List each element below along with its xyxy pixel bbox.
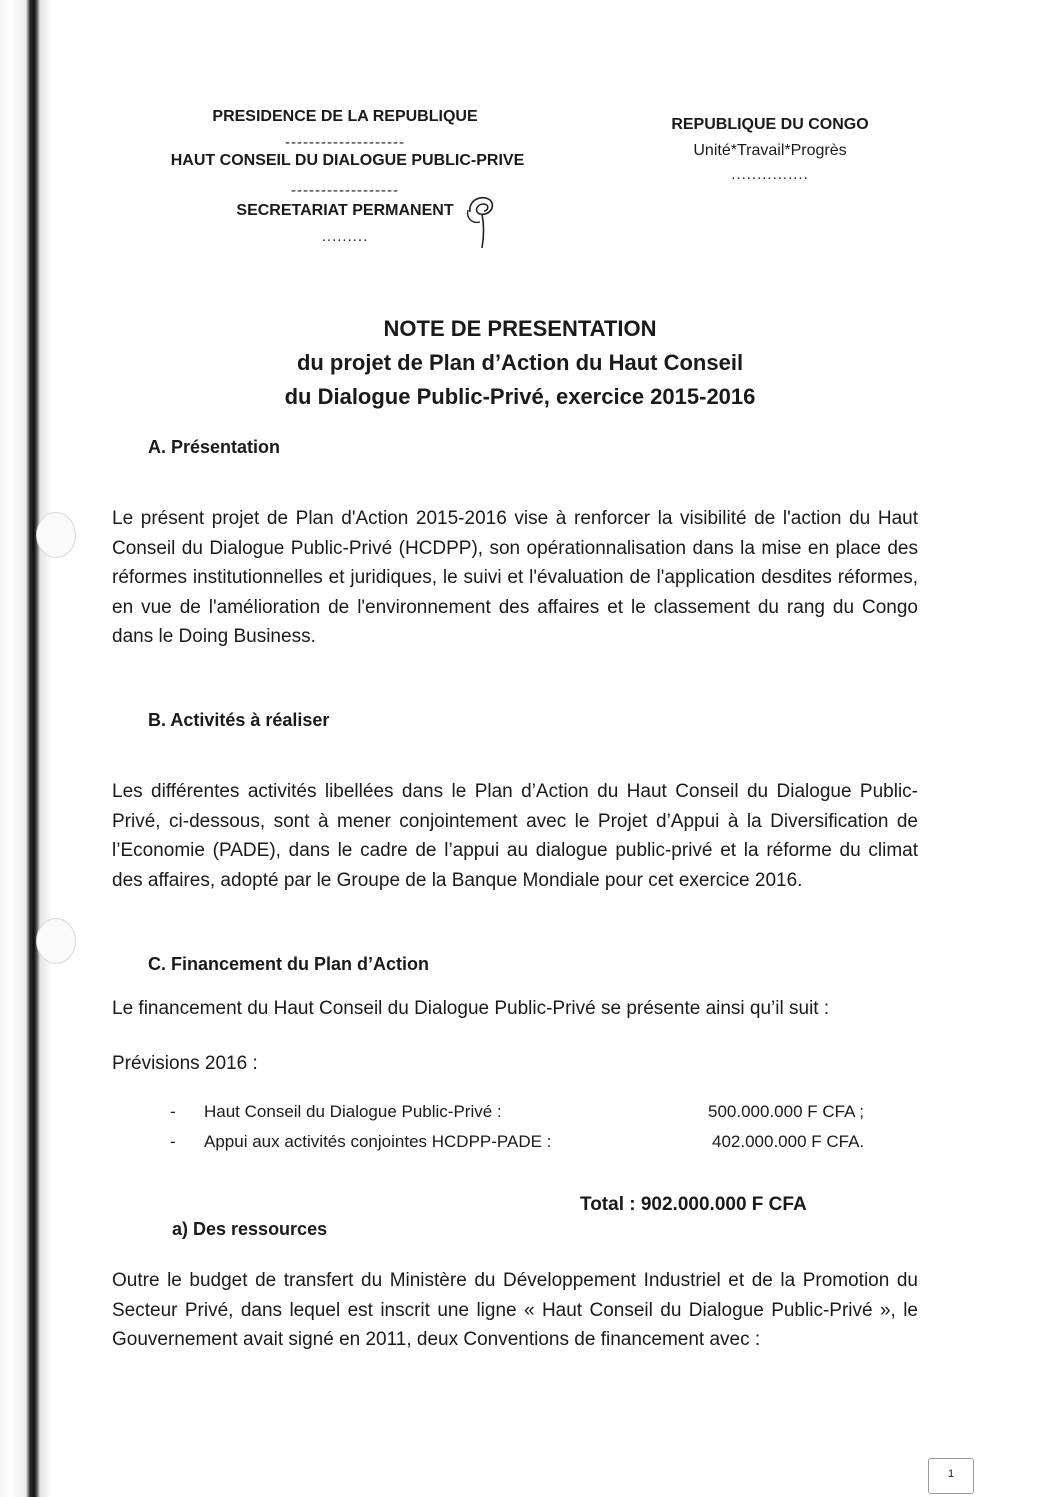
hcdpp-label: HAUT CONSEIL DU DIALOGUE PUBLIC-PRIVE — [170, 152, 525, 169]
item-amount: 500.000.000 F CFA ; — [708, 1102, 864, 1121]
initials-paraphe — [462, 190, 508, 252]
financing-total: Total : 902.000.000 F CFA — [580, 1194, 807, 1215]
separator: -------------------- — [285, 134, 405, 151]
page-number: 1 — [928, 1458, 974, 1494]
financing-list — [170, 1102, 910, 1162]
header-left — [170, 108, 525, 246]
list-item — [170, 1132, 910, 1162]
financing-intro: Le financement du Haut Conseil du Dialogue Public-Privé se présente ainsi qu’il suit : — [112, 998, 830, 1019]
list-item — [170, 1102, 910, 1132]
item-label: Haut Conseil du Dialogue Public-Privé : — [204, 1102, 502, 1121]
title-line-3: du Dialogue Public-Privé, exercice 2015-2016 — [284, 384, 756, 409]
separator: ......... — [321, 228, 369, 245]
secretariat-label: SECRETARIAT PERMANENT — [236, 202, 454, 219]
separator: ............... — [731, 166, 809, 183]
presidence-label: PRESIDENCE DE LA REPUBLIQUE — [212, 108, 478, 125]
resources-paragraph: Outre le budget de transfert du Ministère du Développement Industriel et de la Promotion du Secteur Privé, dans lequel est inscrit une ligne « Haut Conseil du Dialogue Public-Privé », le Gouvernement avait signé en 2011, deux Conventions de financement avec : — [112, 1270, 918, 1350]
section-a-heading: A. Présentation — [148, 437, 281, 457]
motto: Unité*Travail*Progrès — [693, 142, 847, 159]
section-c-heading: C. Financement du Plan d’Action — [148, 954, 430, 974]
bullet: - — [170, 1132, 176, 1151]
bullet: - — [170, 1102, 176, 1121]
title-line-1: NOTE DE PRESENTATION — [383, 316, 657, 341]
section-b-paragraph: Les différentes activités libellées dans le Plan d’Action du Haut Conseil du Dialogue Public-Privé, ci-dessous, sont à mener conjointement avec le Projet d’Appui à la Diversification de l’Economie (PADE), dans le cadre de l’appui au dialogue public-privé et la réforme du climat des affaires, adopté par le Groupe de la Banque Mondiale pour cet exercice 2016. — [112, 781, 918, 891]
item-amount: 402.000.000 F CFA. — [712, 1132, 865, 1151]
separator: ------------------ — [291, 182, 399, 199]
section-b-heading: B. Activités à réaliser — [148, 710, 330, 730]
republique-label: REPUBLIQUE DU CONGO — [671, 116, 869, 133]
title-line-2: du projet de Plan d’Action du Haut Conseil — [296, 350, 744, 375]
header-right — [650, 116, 890, 184]
document-title — [170, 316, 870, 418]
section-a-paragraph: Le présent projet de Plan d'Action 2015-2016 vise à renforcer la visibilité de l'action du Haut Conseil du Dialogue Public-Privé (HCDPP), son opérationnalisation dans la mise en place des réformes institutionnelles et juridiques, le suivi et l'évaluation de l'application desdites réformes, en vue de l'amélioration de l'environnement des affaires et le classement du rang du Congo dans le Doing Business. — [112, 508, 918, 647]
scan-binding-edge — [0, 0, 52, 1497]
punch-hole — [36, 512, 76, 558]
resources-heading: a) Des ressources — [172, 1219, 328, 1239]
punch-hole — [36, 918, 76, 964]
item-label: Appui aux activités conjointes HCDPP-PADE : — [204, 1132, 552, 1151]
forecast-label: Prévisions 2016 : — [112, 1053, 258, 1074]
